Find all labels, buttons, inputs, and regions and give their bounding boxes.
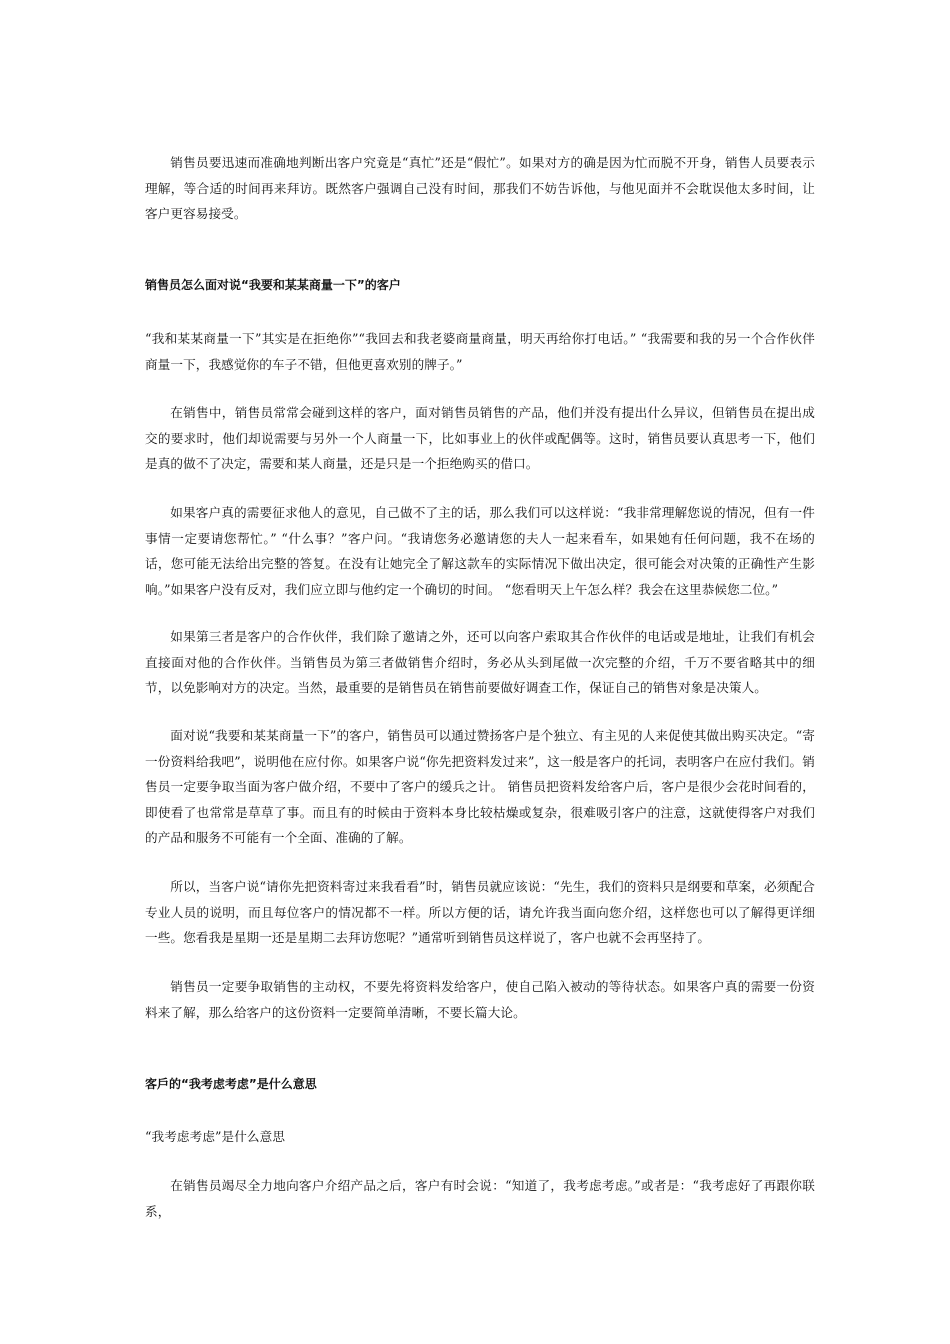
section-heading-consult-someone: 销售员怎么面对说“我要和某某商量一下”的客户 <box>145 278 401 292</box>
section-heading-think-it-over: 客戶的“我考虑考虑”是什么意思 <box>145 1077 317 1091</box>
paragraph-think-it-over-intro: 在销售员竭尽全力地向客户介绍产品之后，客户有时会说：“知道了，我考虑考虑。”或者是：“我考虑好了再跟你联系， <box>145 1178 815 1219</box>
paragraph-consult-quotes: “我和某某商量一下”其实是在拒绝你”“我回去和我老婆商量商量，明天再给你打电话。” “我需要和我的另一个合作伙伴商量一下，我感觉你的车子不错，但他更喜欢别的牌子。” <box>145 331 815 372</box>
paragraph-consult-scenario: 在销售中，销售员常常会碰到这样的客户，面对销售员销售的产品，他们并没有提出什么异议，但销售员在提出成交的要求时，他们却说需要与另外一个人商量一下，比如事业上的伙伴或配偶等。这时，销售员要认真思考一下，他们是真的做不了决定，需要和某人商量，还是只是一个拒绝购买的借口。 <box>145 405 815 471</box>
paragraph-initiative: 销售员一定要争取销售的主动权，不要先将资料发给客户，使自己陷入被动的等待状态。如果客户真的需要一份资料来了解，那么给客户的这份资料一定要简单清晰，不要长篇大论。 <box>145 979 815 1020</box>
paragraph-think-it-over-subtitle: “我考虑考虑”是什么意思 <box>145 1129 286 1144</box>
paragraph-consult-response: 如果客户真的需要征求他人的意见，自己做不了主的话，那么我们可以这样说：“我非常理解您说的情况，但有一件事情一定要请您帮忙。” “什么事？”客户问。“我请您务必邀请您的夫人一起来看车，如果她有任何问题，我不在场的话，您可能无法给出完整的答复。在没有让她完全了解这款车的实际情况下做出决定，很可能会对决策的正确性产生影响。”如果客户没有反对，我们应立即与他约定一个确切的时间。 “您看明天上午怎么样？我会在这里恭候您二位。” <box>145 505 815 597</box>
paragraph-send-materials: 面对说“我要和某某商量一下”的客户，销售员可以通过赞扬客户是个独立、有主见的人来促使其做出购买决定。“寄一份资料给我吧”，说明他在应付你。如果客户说“你先把资料发过来”，这一般是客户的托词，表明客户在应付我们。销售员一定要争取当面为客户做介绍，不要中了客户的缓兵之计。 销售员把资料发给客户后，客户是很少会花时间看的，即使看了也常常是草草了事。而且有的时候由于资料本身比较枯燥或复杂，很难吸引客户的注意，这就使得客户对我们的产品和服务不可能有一个全面、准确的了解。 <box>145 728 815 845</box>
paragraph-busy-customer: 销售员要迅速而准确地判断出客户究竟是“真忙”还是“假忙”。如果对方的确是因为忙而脱不开身，销售人员要表示理解，等合适的时间再来拜访。既然客户强调自己没有时间，那我们不妨告诉他，与他见面并不会耽误他太多时间，让客户更容易接受。 <box>145 155 815 221</box>
paragraph-third-party-partner: 如果第三者是客户的合作伙伴，我们除了邀请之外，还可以向客户索取其合作伙伴的电话或是地址，让我们有机会直接面对他的合作伙伴。当销售员为第三者做销售介绍时，务必从头到尾做一次完整的介绍，千万不要省略其中的细节，以免影响对方的决定。当然，最重要的是销售员在销售前要做好调查工作，保证自己的销售对象是决策人。 <box>145 629 815 695</box>
paragraph-materials-reply: 所以，当客户说“请你先把资料寄过来我看看”时，销售员就应该说：“先生，我们的资料只是纲要和草案，必须配合专业人员的说明，而且每位客户的情况都不一样。所以方便的话，请允许我当面向您介绍，这样您也可以了解得更详细一些。您看我是星期一还是星期二去拜访您呢？”通常听到销售员这样说了，客户也就不会再坚持了。 <box>145 879 815 945</box>
